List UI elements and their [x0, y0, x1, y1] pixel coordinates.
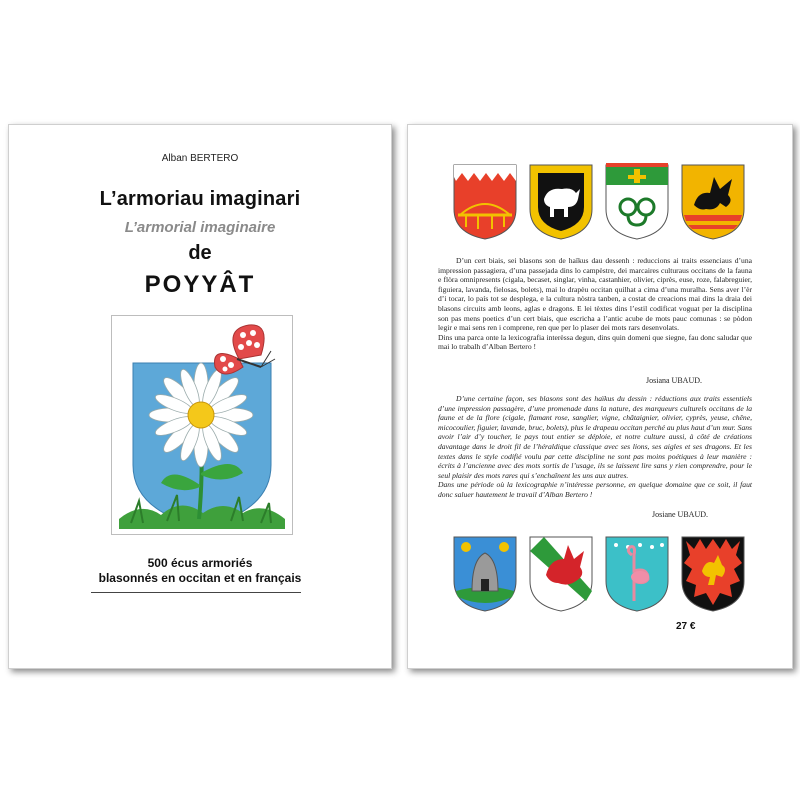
- text-occitan-paragraph-2: Dins una parca onte la lexicografia interèssa degun, dins quin domeni que siegne, fau donc saludar que mai lo trabalh d’Alban Bertero !: [438, 332, 752, 352]
- text-occitan: [438, 256, 752, 352]
- text-french: [438, 394, 752, 500]
- price-label: 27 €: [676, 621, 696, 632]
- shield-snakes-icon: [604, 163, 670, 241]
- divider-line: [91, 592, 301, 593]
- shield-dragon-icon: [680, 163, 746, 241]
- shield-boar-icon: [528, 163, 594, 241]
- title-occitan: L’armoriau imaginari: [99, 188, 301, 210]
- shield-bridge-icon: [452, 163, 518, 241]
- daisy-butterfly-shield-illustration: [111, 315, 293, 535]
- title-de: de: [188, 242, 212, 264]
- signature-occitan: Josiana UBAUD.: [646, 376, 702, 385]
- title-place: POYYÂT: [144, 271, 256, 298]
- signature-french: Josiane UBAUD.: [652, 510, 708, 519]
- shield-red-dragon-icon: [528, 535, 594, 613]
- shield-flaming-eagle-icon: [680, 535, 746, 613]
- subtitle-line-2: blasonnés en occitan et en français: [98, 571, 302, 585]
- author-name: Alban BERTERO: [161, 153, 239, 164]
- back-cover: [407, 124, 793, 669]
- text-french-paragraph-2: Dans une période où la lexicographie n’intéresse personne, en quelque domaine que ce soit, il faut donc saluer hautement le travail d’Alban Bertero !: [438, 480, 752, 499]
- subtitle-line-1: 500 écus armoriés: [147, 556, 253, 570]
- text-occitan-paragraph-1: D’un cert biais, sei blasons son de haïkus dau dessenh : reduccions ai traits essenciaus d’una impression passagiera, d’una passejada dins lo campèstre, dei marcaires culturaus occitans de la fauna e flòra omnipresents (cigala, becaset, singlar, vinha, castanhier, olivier, ciprès, euse, roze, falabreguier, figuiera, lavanda, fielosas, bolets), mai lo drapèu occitan quilhat a cima d’una muralha. Sens aver l’èr d’i tocar, lo país tot se desplega, e la cultura nòstra tanben, a costat de creacions mai dins la draia dei blasons circuits amb leons, aglas e dragons. E lei tèxtes dins l’estil codificat voguat per la disciplina son pas mens poetics d’un cert biais, que escricha a l’antic acube de mots pauc comunas : se pòdon legir e mai sens ren i comprene, ren que per lo plaser dei mots rars desenvolats.: [438, 256, 752, 333]
- shield-flamingo-icon: [604, 535, 670, 613]
- subtitle: [9, 556, 391, 586]
- text-french-paragraph-1: D’une certaine façon, ses blasons sont des haïkus du dessin : réductions aux traits essentiels d’une impression passagère, d’une promenade dans la nature, des marqueurs culturels occitans de la faune et de la flore (cigale, flamant rose, sanglier, vigne, châtaignier, olivier, cyprès, yeuse, chêne, micocoulier, figuier, lavande, bruc, bolets), plus le drapeau occitan perché au plus haut d’un mur. Sans avoir l’air d’y toucher, le pays tout entier se déploie, et notre culture aussi, à côté de créations davantage dans le droit fil de l’héraldique classique avec ses lions, ses aigles et ses dragons. Et les textes dans le style codifié voulu par cette discipline ne sont pas moins poétiques à leur manière : écrits à l’ancienne avec des mots sortis de l’usage, ils se laissent lire sans y rien comprendre, pour le seul plaisir des mots rares qui s’enchaînent les uns aux autres.: [438, 394, 752, 480]
- title-french: L’armorial imaginaire: [124, 219, 276, 236]
- front-cover: [8, 124, 392, 669]
- shield-borie-icon: [452, 535, 518, 613]
